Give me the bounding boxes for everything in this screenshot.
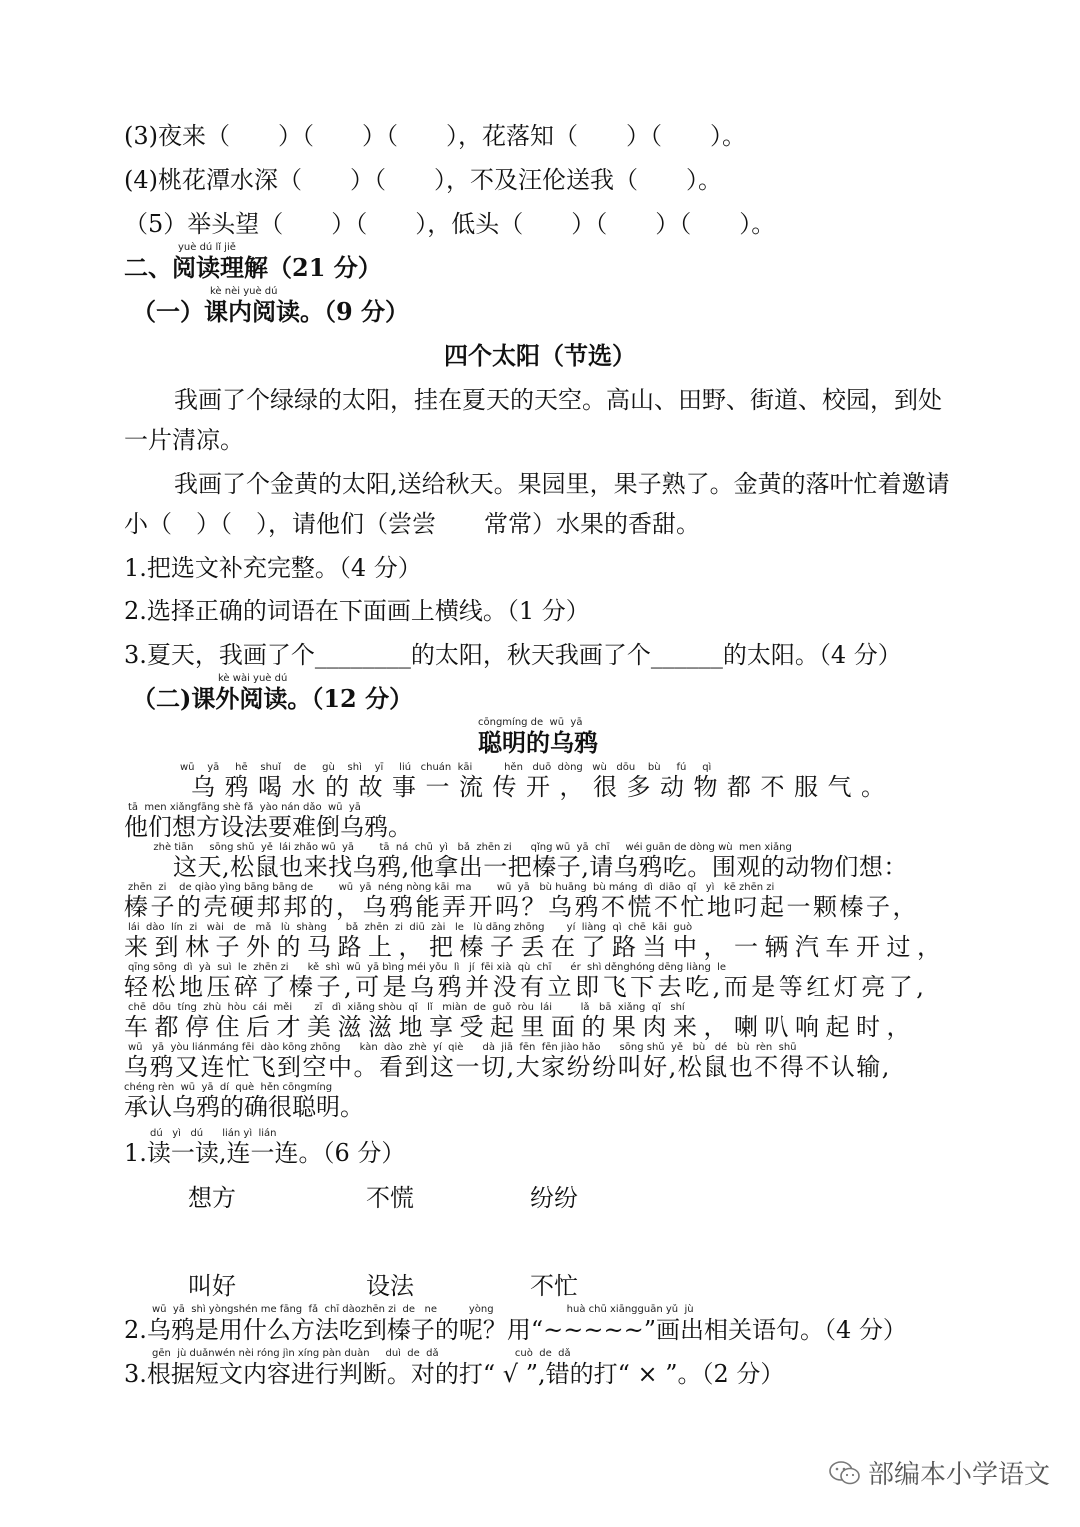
part1-title: （一）课内阅读。（9 分） [132,297,410,326]
section2-pinyin: yuè dú lǐ jiě [178,242,236,253]
story-pinyin-1: wū yā hē shuǐ de gù shì yī liú chuán kāi hěn duō dòng wù dōu bù fú qì [180,762,712,773]
match-bottom-3[interactable]: 不忙 [530,1272,578,1300]
story-line-9: 承认乌鸦的确很聪明。 [124,1093,364,1121]
match-top-2[interactable]: 不慌 [366,1184,414,1212]
part2-pinyin: kè wài yuè dú [218,673,288,684]
fill-line-3: (3)夜来（ ）（ ）（ ），花落知（ ）（ ）。 [124,122,746,150]
story-pinyin-7: chē dōu tíng zhù hòu cái měi zī dì xiǎng shòu qǐ lǐ miàn de guǒ ròu lái lǎ bā xiǎng qǐ shí [128,1002,685,1013]
story-pinyin-2: tā men xiǎngfāng shè fǎ yào nán dǎo wū yā [128,802,361,813]
passage-para-2: 我画了个金黄的太阳,送给秋天。果园里，果子熟了。金黄的落叶忙着邀请小（ ）（ ），请他们（尝尝 常常）水果的香甜。 [124,470,950,538]
story-pinyin-5: lái dào lín zi wài de mǎ lù shàng bǎ zhēn zi diū zài le lù dāng zhōng yí liàng qì chē kāi guò [128,922,693,933]
story-pinyin-4: zhēn zi de qiào yìng bāng bāng de wū yā néng nòng kāi ma wū yā bù huāng bù máng dì diāo qǐ yì kē zhēn zi [128,882,775,893]
match-top-3[interactable]: 纷纷 [530,1184,578,1212]
story-pinyin-9: chéng rèn wū yā dí què hěn cōngmíng [124,1082,333,1093]
story-pinyin-6: qīng sōng dì yà suì le zhēn zi kě shì wū yā bìng méi yǒu lì jí fēi xià qù chī ér shì děnghóng dēng liàng le [128,962,727,973]
watermark-text: 部编本小学语文 [867,1460,1050,1490]
wechat-icon [828,1460,862,1486]
match-bottom-1[interactable]: 叫好 [188,1272,236,1300]
story-pinyin-3: zhè tiān sōng shǔ yě lái zhǎo wū yā tā ná chū yì bǎ zhēn zi qǐng wū yā chī wéi guān de dòng wù men xiǎng [128,842,792,853]
story-pinyin-8: wū yā yòu liánmáng fēi dào kōng zhōng kàn dào zhè yí qiè dà jiā fēn fēn jiào hǎo sōng shǔ yě bù dé bù rèn shū [128,1042,797,1053]
story-line-5: 来到林子外的马路上，把榛子丢在了路当中，一辆汽车开过， [124,933,948,961]
part2-question-1: 1.读一读,连一连。（6 分） [124,1139,406,1167]
story-line-8: 乌鸦又连忙飞到空中。看到这一切,大家纷纷叫好,松鼠也不得不认输, [124,1053,891,1081]
story-title: 聪明的乌鸦 [478,728,598,757]
part2-q2-pinyin: wū yā shì yòngshén me fāng fǎ chī dàozhēn zi de ne yòng huà chū xiāngguān yǔ jù [152,1304,694,1315]
fill-line-5: （5）举头望（ ）（ ），低头（ ）（ ）（ ）。 [124,210,776,238]
watermark [828,1454,1050,1491]
story-line-2: 他们想方设法要难倒乌鸦。 [124,813,412,841]
story-line-3: 这天,松鼠也来找乌鸦,他拿出一把榛子,请乌鸦吃。围观的动物们想： [124,853,908,881]
part1-question-3: 3.夏天，我画了个________的太阳，秋天我画了个______的太阳。（4 分） [124,641,902,669]
section2-title: 二、阅读理解（21 分） [124,253,382,282]
part2-question-3: 3.根据短文内容进行判断。对的打“ √ ”,错的打“ × ”。（2 分） [124,1360,785,1388]
passage-title: 四个太阳（节选） [444,341,636,370]
match-bottom-2[interactable]: 设法 [366,1272,414,1300]
part1-question-1: 1.把选文补充完整。（4 分） [124,554,422,582]
story-line-6: 轻松地压碎了榛子,可是乌鸦并没有立即飞下去吃,而是等红灯亮了, [124,973,928,1001]
passage-para-1: 我画了个绿绿的太阳，挂在夏天的天空。高山、田野、街道、校园，到处一片清凉。 [124,386,942,454]
part2-q1-pinyin: dú yì dú lián yì lián [150,1128,277,1139]
story-line-1: 乌鸦喝水的故事一流传开，很多动物都不服气。 [124,773,895,801]
part2-title: （二)课外阅读。（12 分） [132,684,414,713]
part1-question-2: 2.选择正确的词语在下面画上横线。（1 分） [124,597,590,625]
match-top-1[interactable]: 想方 [188,1184,236,1212]
story-line-7: 车都停住后才美滋滋地享受起里面的果肉来，喇叭响起时， [124,1013,917,1041]
fill-line-4: (4)桃花潭水深（ ）（ ），不及汪伦送我（ ）。 [124,166,722,194]
part1-pinyin: kè nèi yuè dú [210,286,278,297]
part2-q3-pinyin: gēn jù duǎnwén nèi róng jìn xíng pàn duàn duì de dǎ cuò de dǎ [152,1348,571,1359]
story-title-pinyin: cōngmíng de wū yā [478,717,583,728]
story-line-4: 榛子的壳硬邦邦的，乌鸦能弄开吗？乌鸦不慌不忙地叼起一颗榛子， [124,893,919,921]
part2-question-2: 2.乌鸦是用什么方法吃到榛子的呢？用“~~~~~”画出相关语句。（4 分） [124,1316,907,1344]
